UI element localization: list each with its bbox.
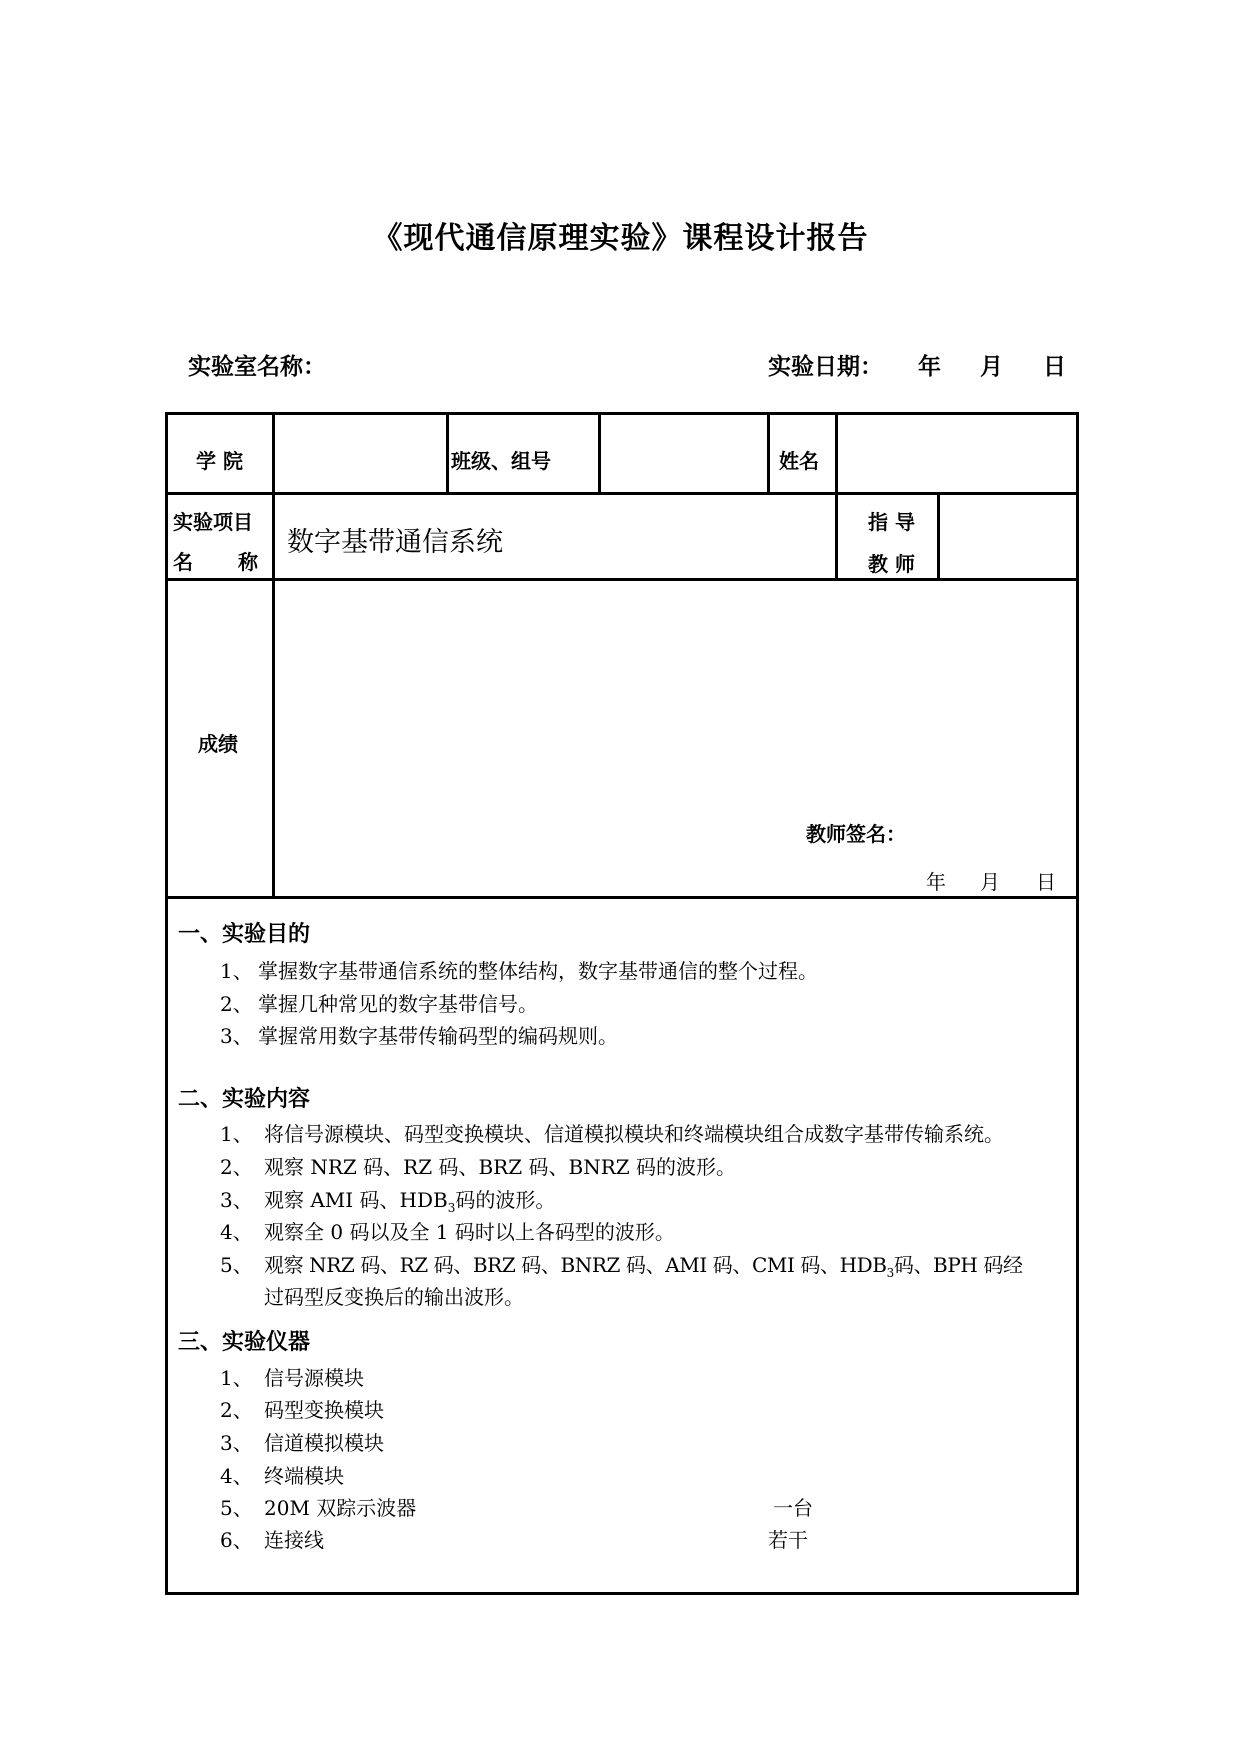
class-group-label: 班级、组号: [451, 449, 551, 473]
list-item-text: 观察 AMI 码、HDB: [264, 1188, 448, 1212]
class-group-field[interactable]: [602, 415, 765, 491]
list-item-number: 2、: [220, 1155, 253, 1179]
column-divider: [835, 412, 838, 580]
grade-month: 月: [980, 870, 1000, 894]
column-divider: [767, 412, 770, 494]
advisor-field[interactable]: [941, 495, 1075, 577]
college-field[interactable]: [276, 415, 444, 491]
header-day: 日: [1043, 354, 1066, 380]
list-item-number: 5、: [220, 1253, 253, 1277]
list-item: 掌握几种常见的数字基带信号。: [258, 992, 538, 1016]
teacher-signature-label: 教师签名：: [806, 822, 906, 846]
list-item-text: 观察 NRZ 码、RZ 码、BRZ 码、BNRZ 码、AMI 码、CMI 码、HDB: [264, 1253, 887, 1277]
page-title: 《现代通信原理实验》课程设计报告: [372, 221, 869, 256]
college-label: 学 院: [196, 449, 243, 473]
project-label-line2b: 称: [238, 550, 258, 574]
list-item-number: 2、: [220, 1398, 253, 1422]
section-heading-content: 二、实验内容: [178, 1087, 311, 1112]
column-divider: [937, 492, 940, 580]
subscript: 3: [447, 1201, 456, 1215]
list-item: 将信号源模块、码型变换模块、信道模拟模块和终端模块组合成数字基带传输系统。: [264, 1122, 1004, 1146]
list-item-quantity: 一台: [773, 1496, 813, 1520]
grade-year: 年: [926, 870, 946, 894]
section-heading-equipment: 三、实验仪器: [178, 1330, 311, 1355]
list-item-number: 5、: [220, 1496, 253, 1520]
column-divider: [598, 412, 601, 494]
project-label-line2a: 名: [173, 550, 193, 574]
grade-day: 日: [1036, 870, 1056, 894]
section-heading-purpose: 一、实验目的: [178, 922, 311, 947]
list-item-number: 3、: [220, 1024, 253, 1048]
list-item-text: 码、BPH 码经: [893, 1253, 1023, 1277]
row-divider: [165, 896, 1079, 899]
list-item: 掌握数字基带通信系统的整体结构，数字基带通信的整个过程。: [258, 959, 818, 983]
project-label-line1: 实验项目: [173, 510, 253, 534]
header-month: 月: [980, 354, 1003, 380]
list-item-number: 3、: [220, 1188, 253, 1212]
list-item-number: 3、: [220, 1431, 253, 1455]
project-name: 数字基带通信系统: [287, 527, 503, 558]
column-divider: [272, 412, 275, 898]
list-item: 观察 NRZ 码、RZ 码、BRZ 码、BNRZ 码的波形。: [264, 1155, 737, 1179]
list-item-number: 1、: [220, 959, 253, 983]
list-item: 观察全 0 码以及全 1 码时以上各码型的波形。: [264, 1220, 675, 1244]
list-item-quantity: 若干: [768, 1528, 808, 1552]
name-label: 姓名: [779, 449, 819, 473]
list-item-continuation: 过码型反变换后的输出波形。: [264, 1285, 524, 1309]
list-item-number: 1、: [220, 1366, 253, 1390]
lab-name-label: 实验室名称：: [188, 354, 326, 380]
column-divider: [446, 412, 449, 494]
list-item: 20M 双踪示波器: [264, 1496, 417, 1520]
header-year: 年: [918, 354, 941, 380]
list-item: 信道模拟模块: [264, 1431, 384, 1455]
list-item-number: 1、: [220, 1122, 253, 1146]
list-item-number: 4、: [220, 1464, 253, 1488]
subscript: 3: [886, 1266, 894, 1280]
advisor-label-line1: 指 导: [868, 510, 915, 534]
list-item-text: 码的波形。: [455, 1188, 556, 1212]
list-item-number: 2、: [220, 992, 253, 1016]
list-item: 终端模块: [264, 1464, 344, 1488]
list-item: 连接线: [264, 1528, 324, 1552]
list-item: 信号源模块: [264, 1366, 364, 1390]
list-item: [264, 1184, 555, 1215]
list-item: 码型变换模块: [264, 1398, 384, 1422]
list-item-number: 6、: [220, 1528, 253, 1552]
list-item: 掌握常用数字基带传输码型的编码规则。: [258, 1024, 618, 1048]
grade-label: 成绩: [198, 732, 238, 756]
advisor-label-line2: 教 师: [868, 552, 915, 576]
date-label: 实验日期：: [768, 354, 883, 380]
grade-field[interactable]: [276, 581, 1075, 821]
list-item: [264, 1249, 1023, 1280]
name-field[interactable]: [839, 415, 1075, 491]
list-item-number: 4、: [220, 1220, 253, 1244]
